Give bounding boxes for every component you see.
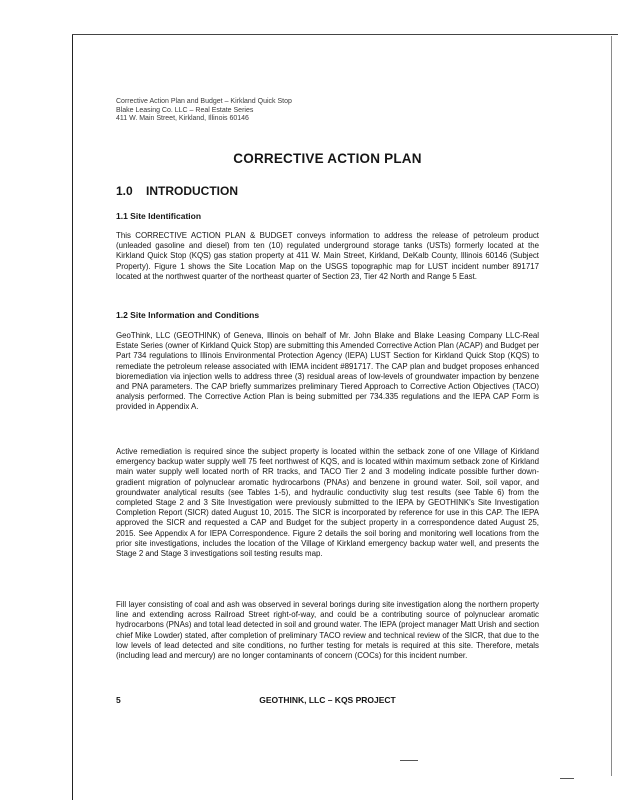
section-title: INTRODUCTION — [146, 184, 238, 198]
scan-speck — [400, 760, 418, 761]
header-line: Blake Leasing Co. LLC – Real Estate Series — [116, 106, 254, 114]
scan-border-left — [72, 34, 73, 800]
scan-speck — [560, 778, 574, 779]
subsection-heading: 1.2 Site Information and Conditions — [116, 310, 260, 320]
paragraph: Active remediation is required since the subject property is located within the setback zone of one Village of Kirkland emergency backup water supply well 75 feet northwest of KQS, and is located within maximum setback zone of Kirkland main water supply well located north of RR tracks, and TACO Tier 2 and 3 modeling indicate possible further down-gradient migration of polynuclear aromatic hydrocarbons (PNAs) and benzene in ground water. Soil, soil vapor, and groundwater analytical results (see Tables 1-5), and hydraulic conductivity slug test results (see Table 6) from the completed Stage 2 and 3 Site Investigation were previously submitted to the IEPA by GEOTHINK's Site Investigation Completion Report (SICR) dated August 10, 2015. The SICR is incorporated by reference for use in this CAP. The IEPA approved the SICR and requested a CAP and Budget for the subject property in a correspondence dated August 25, 2015. See Appendix A for IEPA Correspondence. Figure 2 details the soil boring and monitoring well locations from the prior site investigations, includes the location of the Village of Kirkland emergency backup water well, and presents the Stage 2 and Stage 3 investigations soil testing results map. — [116, 447, 539, 559]
subsection-heading: 1.1 Site Identification — [116, 211, 202, 221]
header-line: 411 W. Main Street, Kirkland, Illinois 60146 — [116, 115, 249, 122]
paragraph: Fill layer consisting of coal and ash was observed in several borings during site investigation along the northern property line and extending across Railroad Street right-of-way, and could be a contributing source of polynuclear aromatic hydrocarbons (PNAs) and total lead detected in soil and ground water. The IEPA (project manager Matt Urish and section chief Mike Lowder) stated, after completion of preliminary TACO review and technical review of the SICR, that due to the low levels of lead detected and site conditions, no further testing for metals is required at this site. Therefore, metals (including lead and mercury) are no longer contaminants of concern (COCs) for this incident number. — [116, 600, 539, 661]
running-header — [116, 98, 292, 124]
footer-title: GEOTHINK, LLC – KQS PROJECT — [259, 695, 396, 705]
scan-border-top — [72, 34, 618, 35]
document-title: CORRECTIVE ACTION PLAN — [233, 151, 422, 166]
section-number: 1.0 — [116, 184, 133, 198]
header-line: Corrective Action Plan and Budget – Kirkland Quick Stop — [116, 98, 292, 105]
scan-edge-right — [611, 36, 612, 776]
section-heading — [116, 184, 238, 198]
page-number: 5 — [116, 695, 121, 705]
paragraph: This CORRECTIVE ACTION PLAN & BUDGET conveys information to address the release of petroleum product (unleaded gasoline and diesel) from ten (10) regulated underground storage tanks (USTs) formerly located at the Kirkland Quick Stop (KQS) gas station property at 411 W. Main Street, Kirkland, DeKalb County, Illinois 60146 (Subject Property). Figure 1 shows the Site Location Map on the USGS topographic map for LUST incident number 891717 located at the northwest quarter of the northeast quarter of Section 23, Tier 42 North and Range 5 East. — [116, 231, 539, 281]
paragraph: GeoThink, LLC (GEOTHINK) of Geneva, Illinois on behalf of Mr. John Blake and Blake Leasing Company LLC-Real Estate Series (owner of Kirkland Quick Stop) are submitting this Amended Corrective Action Plan (ACAP) and Budget per Part 734 regulations to Illinois Environmental Protection Agency (IEPA) LUST Section for Kirkland Quick Stop (KQS) to remediate the petroleum release associated with IEMA incident #891717. The CAP plan and budget proposes enhanced bioremediation via injection wells to address three (3) residual areas of low-levels of groundwater impaction by benzene and PNA parameters. The CAP briefly summarizes preliminary Tiered Approach to Corrective Action Objectives (TACO) analysis performed. The Corrective Action Plan is being submitted per 734.335 regulations and the IEPA CAP Form is provided in Appendix A. — [116, 331, 539, 412]
